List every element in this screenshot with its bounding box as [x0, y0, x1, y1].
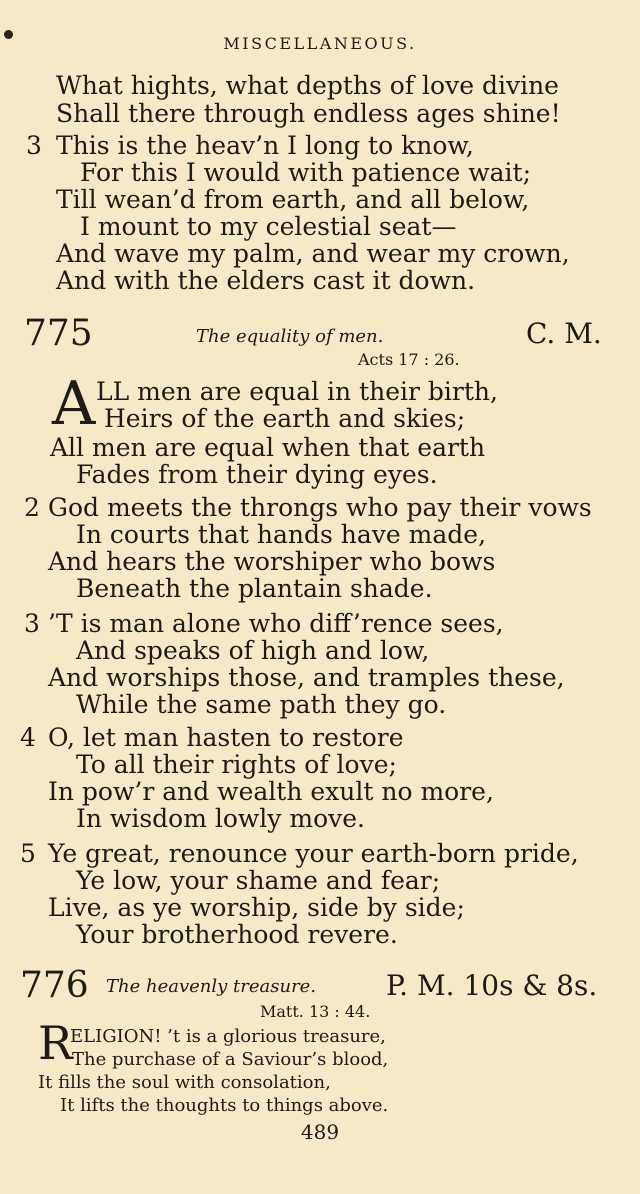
verse-line: In courts that hands have made, — [76, 520, 487, 549]
verse-line: Ye low, your shame and fear; — [76, 866, 441, 895]
verse-number: 3 — [24, 609, 40, 638]
verse-line: Fades from their dying eyes. — [76, 460, 438, 489]
drop-cap: A — [52, 369, 96, 439]
hymn-title: The heavenly treasure. — [106, 976, 317, 997]
verse-line: In pow’r and wealth exult no more, — [48, 777, 494, 806]
verse-line: Till wean’d from earth, and all below, — [56, 185, 530, 214]
verse-line: God meets the throngs who pay their vows — [48, 493, 592, 522]
verse-line: All men are equal when that earth — [50, 433, 486, 462]
verse-line: And with the elders cast it down. — [56, 266, 476, 295]
verse-line: And hears the worshiper who bows — [48, 547, 496, 576]
verse-line: And worships those, and tramples these, — [48, 663, 565, 692]
verse-line: O, let man hasten to restore — [48, 723, 404, 752]
verse-number: 3 — [26, 131, 42, 160]
page-number: 489 — [300, 1120, 340, 1144]
hymn-meter: C. M. — [526, 317, 602, 350]
verse-line: And speaks of high and low, — [76, 636, 430, 665]
scripture-reference: Acts 17 : 26. — [358, 350, 460, 369]
verse-line: Heirs of the earth and skies; — [104, 404, 466, 433]
verse-number: 4 — [20, 723, 36, 752]
verse-line: While the same path they go. — [76, 690, 447, 719]
verse-line: The purchase of a Saviour’s blood, — [72, 1049, 389, 1070]
hymn-number: 776 — [20, 965, 89, 1006]
verse-line: It fills the soul with consolation, — [38, 1072, 331, 1093]
verse-number: 5 — [20, 839, 36, 868]
verse-line: Ye great, renounce your earth-born pride, — [48, 839, 579, 868]
drop-cap: R — [38, 1016, 73, 1070]
verse-line: To all their rights of love; — [76, 750, 397, 779]
hymn-number: 775 — [24, 313, 93, 354]
verse-line: LL men are equal in their birth, — [96, 377, 498, 406]
verse-line: And wave my palm, and wear my crown, — [56, 239, 570, 268]
verse-line: What hights, what depths of love divine — [56, 71, 559, 100]
verse-line: ELIGION! ’t is a glorious treasure, — [70, 1026, 386, 1047]
verse-line: Beneath the plantain shade. — [76, 574, 433, 603]
verse-line: In wisdom lowly move. — [76, 804, 365, 833]
verse-line: Your brotherhood revere. — [76, 920, 398, 949]
verse-line: I mount to my celestial seat— — [80, 212, 457, 241]
verse-line: ’T is man alone who diff’rence sees, — [48, 609, 504, 638]
verse-line: It lifts the thoughts to things above. — [60, 1095, 389, 1116]
scripture-reference: Matt. 13 : 44. — [260, 1002, 371, 1021]
verse-line: For this I would with patience wait; — [80, 158, 532, 187]
verse-line: This is the heav’n I long to know, — [56, 131, 474, 160]
hymn-title: The equality of men. — [196, 326, 384, 347]
verse-line: Shall there through endless ages shine! — [56, 99, 561, 128]
verse-number: 2 — [24, 493, 40, 522]
verse-line: Live, as ye worship, side by side; — [48, 893, 465, 922]
hymn-meter: P. M. 10s & 8s. — [386, 969, 598, 1002]
running-head: MISCELLANEOUS. — [223, 34, 417, 53]
